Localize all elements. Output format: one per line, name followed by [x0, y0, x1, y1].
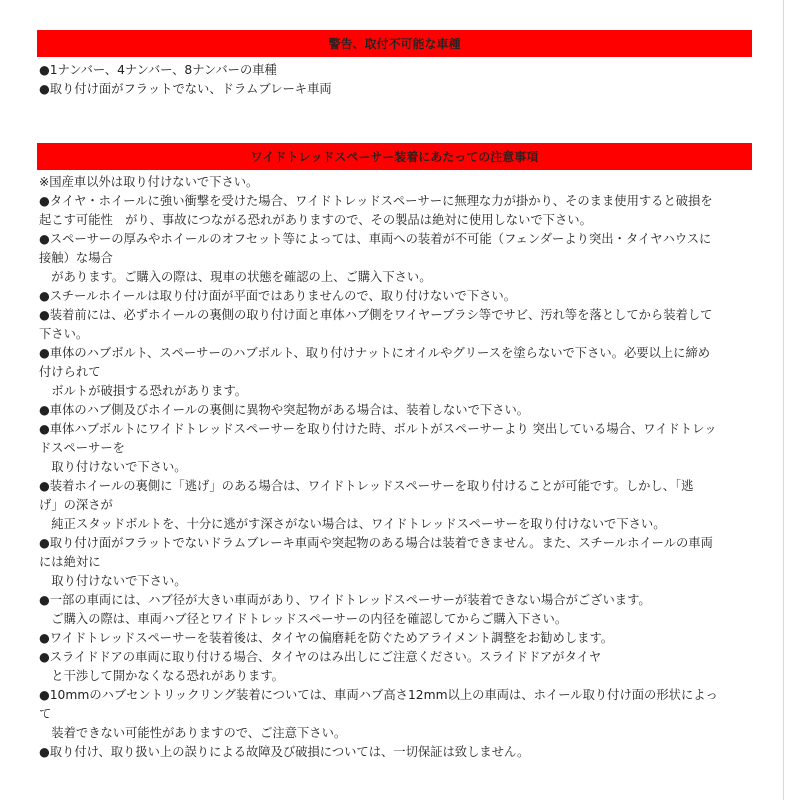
warning-line: ●1ナンバー、4ナンバー、8ナンバーの車種 [39, 63, 277, 77]
notice-line: ●装着前には、必ずホイールの裏側の取り付け面と車体ハブ側をワイヤーブラシ等でサビ、汚れ等を落としてから装着して [39, 308, 713, 322]
notice-line: ●スライドドアの車両に取り付ける場合、タイヤのはみ出しにご注意ください。スライドドアがタイヤ [39, 650, 602, 664]
notice-line: には絶対に [39, 555, 101, 569]
notice-line: 純正スタッドボルトを、十分に逃がす深さがない場合は、ワイドトレッドスペーサーを取り付けないで下さい。 [39, 517, 666, 531]
notice-line: ●10mmのハブセントリックリング装着については、車両ハブ高さ12mm以上の車両は、ホイール取り付け面の形状によっ [39, 688, 718, 702]
notice-line: ●ワイドトレッドスペーサーを装着後は、タイヤの偏磨耗を防ぐためアライメント調整をお勧めします。 [39, 631, 614, 645]
warning-banner [37, 30, 752, 57]
notice-line: ●一部の車両には、ハブ径が大きい車両があり、ワイドトレッドスペーサーが装着できない場合がございます。 [39, 593, 651, 607]
notice-line: げ」の深さが [39, 498, 113, 512]
warning-line: ●取り付け面がフラットでない、ドラムブレーキ車両 [39, 82, 332, 96]
notice-list [39, 173, 751, 762]
notice-title: ワイドトレッドスペーサー装着にあたっての注意事項 [250, 150, 539, 164]
notice-line: 下さい。 [39, 327, 89, 341]
notice-line: ●タイヤ・ホイールに強い衝撃を受けた場合、ワイドトレッドスペーサーに無理な力が掛かり、そのまま使用すると破損を [39, 194, 713, 208]
notice-line: 取り付けないで下さい。 [39, 460, 187, 474]
notice-line: ご購入の際は、車両ハブ径とワイドトレッドスペーサーの内径を確認してからご購入下さい。 [39, 612, 568, 626]
notice-line: ●取り付け面がフラットでないドラムブレーキ車両や突起物のある場合は装着できません。また、スチールホイールの車両 [39, 536, 713, 550]
page-divider-line [783, 0, 784, 800]
notice-line: ドスペーサーを [39, 441, 125, 455]
notice-line: ※国産車以外は取り付けないで下さい。 [39, 175, 259, 189]
notice-line: ボルトが破損する恐れがあります。 [39, 384, 248, 398]
notice-line: て [39, 707, 52, 721]
notice-line: 起こす可能性 がり、事故につながる恐れがありますので、その製品は絶対に使用しないで下さい。 [39, 213, 592, 227]
notice-banner [37, 143, 752, 170]
notice-line: ●車体ハブボルトにワイドトレッドスペーサーを取り付けた時、ボルトがスペーサーより 突出している場合、ワイドトレッ [39, 422, 717, 436]
notice-line: 接触）な場合 [39, 251, 113, 265]
notice-line: ●取り付け、取り扱い上の誤りによる故障及び破損については、一切保証は致しません。 [39, 745, 530, 759]
notice-line: ●スチールホイールは取り付け面が平面ではありませんので、取り付けないで下さい。 [39, 289, 517, 303]
notice-line: 付けられて [39, 365, 101, 379]
notice-line: と干渉して開かなくなる恐れがあります。 [39, 669, 284, 683]
notice-line: ●車体のハブボルト、スペーサーのハブボルト、取り付けナットにオイルやグリースを塗らないで下さい。必要以上に締め [39, 346, 711, 360]
notice-line: 取り付けないで下さい。 [39, 574, 187, 588]
warning-title: 警告、取付不可能な車種 [328, 37, 461, 51]
notice-line: ●車体のハブ側及びホイールの裏側に異物や突起物がある場合は、装着しないで下さい。 [39, 403, 530, 417]
notice-line: があります。ご購入の際は、現車の状態を確認の上、ご購入下さい。 [39, 270, 432, 284]
notice-line: ●装着ホイールの裏側に「逃げ」のある場合は、ワイドトレッドスペーサーを取り付けることが可能です。しかし、「逃 [39, 479, 694, 493]
notice-line: ●スペーサーの厚みやホイールのオフセット等によっては、車両への装着が不可能（フェンダーより突出・タイヤハウスに [39, 232, 712, 246]
notice-line: 装着できない可能性がありますので、ご注意下さい。 [39, 726, 347, 740]
warning-list [39, 61, 751, 99]
